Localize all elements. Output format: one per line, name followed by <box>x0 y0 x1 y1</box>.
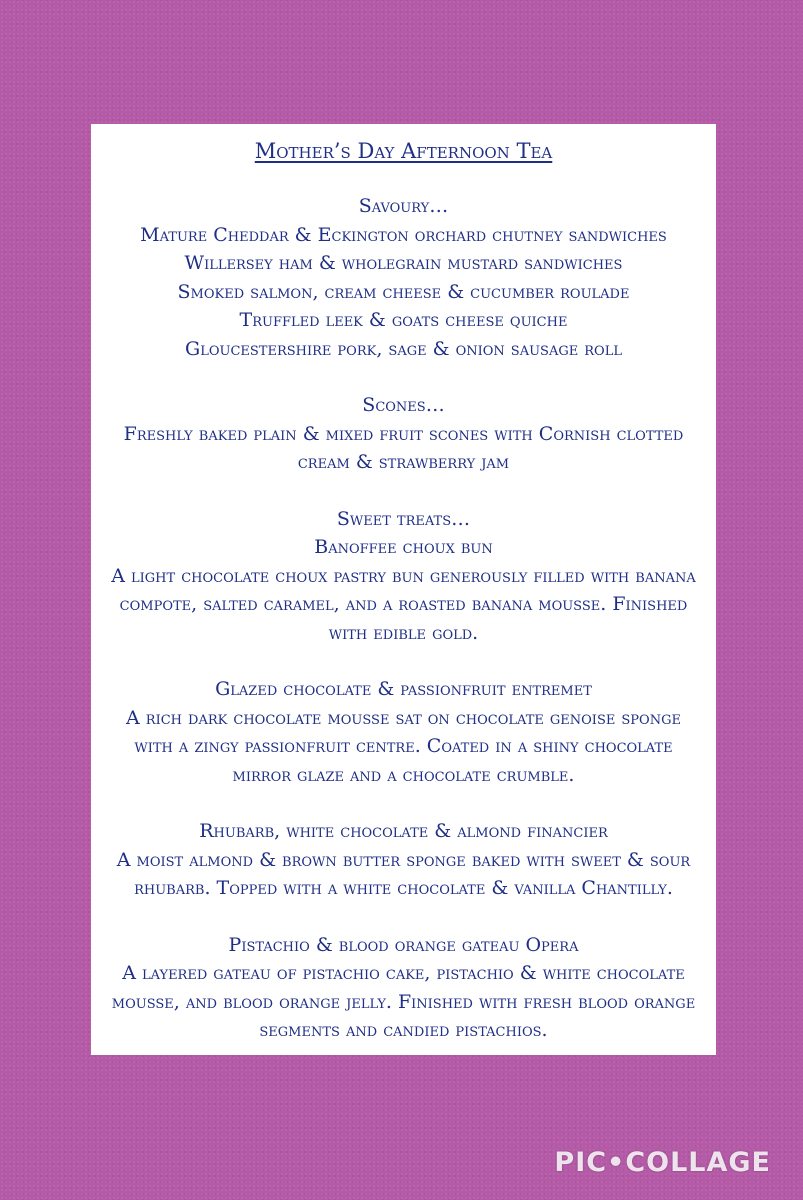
savoury-heading: Savoury… <box>358 195 449 217</box>
savoury-item: Smoked salmon, cream cheese & cucumber roulade <box>177 280 630 303</box>
menu-title: Mother’s Day Afternoon Tea <box>254 139 553 163</box>
sweet-item-description: A layered gateau of pistachio cake, pistachio & white chocolate mousse, and blood orange jelly. Finished with fresh blood orange segments and candied pistachios. <box>111 962 696 1041</box>
savoury-item: Truffled leek & goats cheese quiche <box>239 309 568 331</box>
sweet-item-name: Pistachio & blood orange gateau Opera <box>228 933 579 956</box>
menu-card <box>91 124 716 1055</box>
sweet-item-name: Rhubarb, white chocolate & almond financier <box>199 820 608 842</box>
sweet-item-name: Banoffee choux bun <box>314 536 493 558</box>
sweet-item-description: A moist almond & brown butter sponge baked with sweet & sour rhubarb. Topped with a white chocolate & vanilla Chantilly. <box>116 848 691 899</box>
savoury-item: Gloucestershire pork, sage & onion sausage roll <box>185 337 622 360</box>
scones-heading: Scones… <box>362 394 445 416</box>
sweet-item-name: Glazed chocolate & passionfruit entremet <box>215 678 592 700</box>
savoury-item: Willersey ham & wholegrain mustard sandwiches <box>184 252 623 274</box>
savoury-item: Mature Cheddar & Eckington orchard chutney sandwiches <box>140 223 667 246</box>
sweet-heading: Sweet treats… <box>336 507 471 530</box>
pic-collage-watermark: PIC•COLLAGE <box>554 1147 771 1178</box>
sweet-item-description: A light chocolate choux pastry bun generously filled with banana compote, salted caramel, and a roasted banana mousse. Finished with edible gold. <box>111 564 696 644</box>
sweet-item-description: A rich dark chocolate mousse sat on chocolate genoise sponge with a zingy passionfruit centre. Coated in a shiny chocolate mirror glaze and a chocolate crumble. <box>126 706 681 786</box>
scones-description: Freshly baked plain & mixed fruit scones with Cornish clotted cream & strawberry jam <box>123 422 684 473</box>
